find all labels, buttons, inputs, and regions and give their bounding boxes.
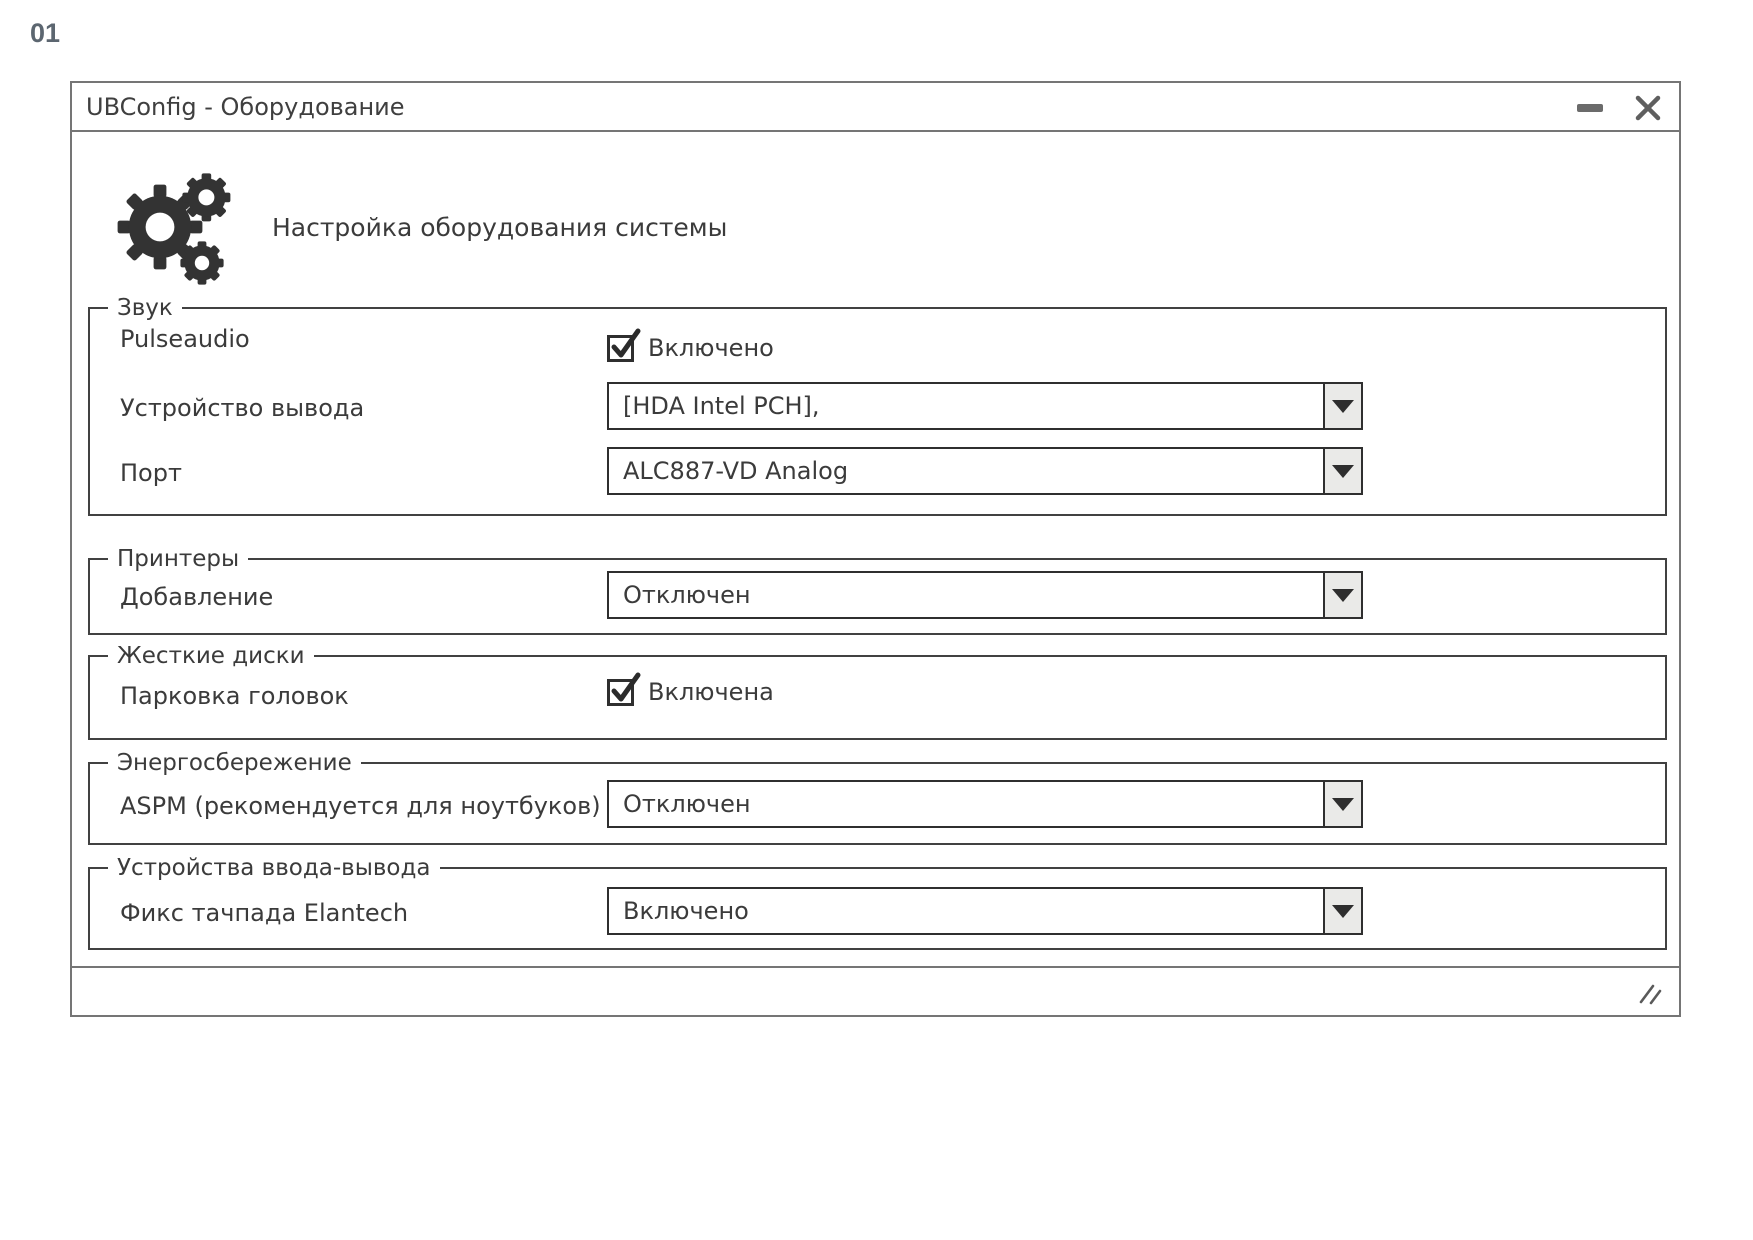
group-power-saving-legend: Энергосбережение [108, 748, 361, 778]
status-bar [72, 966, 1679, 1015]
port-dropdown-button[interactable] [1323, 449, 1361, 493]
elantech-fix-dropdown-button[interactable] [1323, 889, 1361, 933]
printer-add-label: Добавление [120, 583, 274, 611]
output-device-dropdown-button[interactable] [1323, 384, 1361, 428]
elantech-fix-label: Фикс тачпада Elantech [120, 899, 409, 927]
printer-add-dropdown-button[interactable] [1323, 573, 1361, 617]
group-hard-disks [88, 643, 1667, 740]
aspm-label: ASPM (рекомендуется для ноутбуков) [120, 792, 601, 820]
chevron-down-icon [1332, 905, 1354, 918]
gears-icon [112, 167, 232, 291]
chevron-down-icon [1332, 589, 1354, 602]
printer-add-dropdown[interactable] [607, 571, 1363, 619]
group-sound-legend: Звук [108, 293, 182, 323]
printer-add-value: Отключен [623, 581, 751, 609]
group-printers-legend: Принтеры [108, 544, 248, 574]
close-icon[interactable] [1633, 93, 1663, 123]
ubconfig-window [70, 81, 1681, 1017]
output-device-dropdown[interactable] [607, 382, 1363, 430]
group-hard-disks-legend: Жесткие диски [108, 641, 314, 671]
checkmark-icon [608, 327, 644, 363]
output-device-value: [HDA Intel PCH], [623, 392, 820, 420]
window-controls [1577, 83, 1663, 132]
head-parking-checkbox-row [607, 678, 774, 706]
port-value: ALC887-VD Analog [623, 457, 849, 485]
window-title: UBConfig - Оборудование [86, 92, 405, 121]
aspm-dropdown-button[interactable] [1323, 782, 1361, 826]
head-parking-checkbox[interactable] [607, 679, 634, 706]
minimize-icon[interactable] [1577, 104, 1603, 112]
header-description: Настройка оборудования системы [272, 213, 728, 242]
head-parking-checkbox-label: Включена [648, 678, 774, 706]
group-io-devices-legend: Устройства ввода-вывода [108, 853, 440, 883]
elantech-fix-value: Включено [623, 897, 749, 925]
head-parking-label: Парковка головок [120, 682, 349, 710]
chevron-down-icon [1332, 798, 1354, 811]
checkmark-icon [608, 671, 644, 707]
pulseaudio-checkbox-label: Включено [648, 334, 774, 362]
resize-grip-icon[interactable] [1639, 982, 1665, 1006]
port-dropdown[interactable] [607, 447, 1363, 495]
title-bar[interactable] [72, 83, 1679, 132]
slide-number: 01 [30, 18, 61, 48]
pulseaudio-checkbox-row [607, 334, 774, 362]
group-power-saving [88, 750, 1667, 845]
group-io-devices [88, 855, 1667, 950]
aspm-value: Отключен [623, 790, 751, 818]
elantech-fix-dropdown[interactable] [607, 887, 1363, 935]
pulseaudio-label: Pulseaudio [120, 325, 250, 353]
chevron-down-icon [1332, 400, 1354, 413]
chevron-down-icon [1332, 465, 1354, 478]
port-label: Порт [120, 459, 182, 487]
group-sound [88, 295, 1667, 516]
group-printers [88, 546, 1667, 635]
aspm-dropdown[interactable] [607, 780, 1363, 828]
output-device-label: Устройство вывода [120, 394, 365, 422]
pulseaudio-checkbox[interactable] [607, 335, 634, 362]
